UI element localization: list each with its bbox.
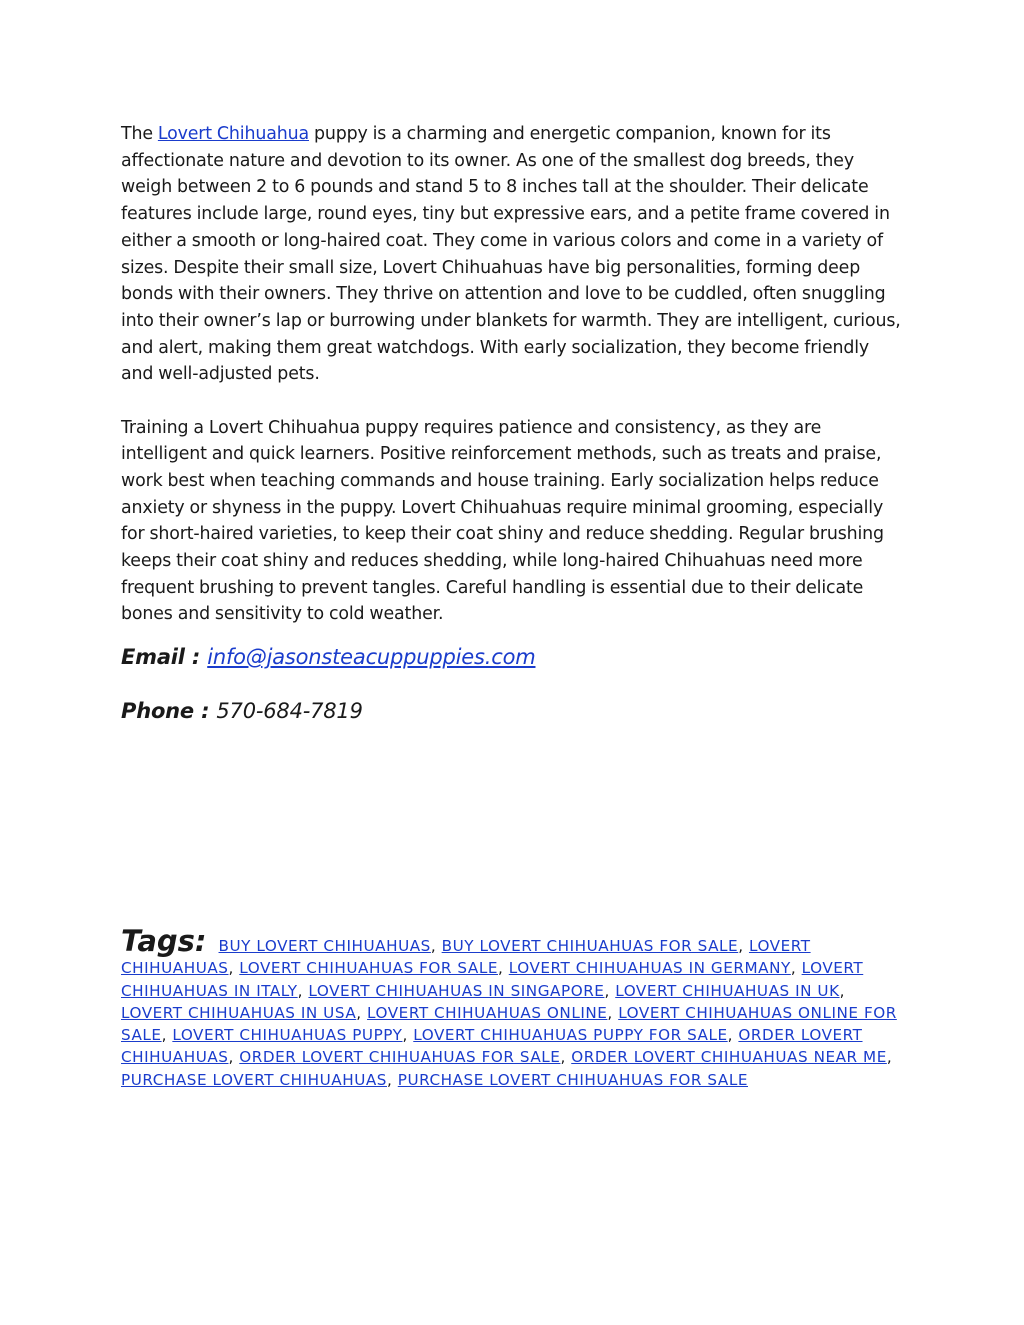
tag-link[interactable]: PURCHASE LOVERT CHIHUAHUAS FOR SALE — [397, 1070, 748, 1089]
tag-link[interactable]: LOVERT CHIHUAHUAS FOR SALE — [239, 959, 498, 978]
tag-link[interactable]: BUY LOVERT CHIHUAHUAS FOR SALE — [441, 937, 739, 955]
tag-separator: , — [297, 981, 309, 1000]
tag-separator: , — [727, 1026, 739, 1045]
tag-link[interactable]: PURCHASE LOVERT CHIHUAHUAS — [121, 1070, 387, 1089]
tag-separator: , — [430, 937, 442, 955]
tag-separator: , — [839, 981, 845, 1000]
intro-text: puppy is a charming and energetic companion, known for its affectionate nature and devotion to its owner. As one of the smallest dog breeds, they weigh between 2 to 6 pounds and stand 5 to 8 inches tall at the shoulder. Their delicate features include large, round eyes, tiny but expressive ears, and a petite frame covered in either a smooth or long-haired coat. They come in various colors and come in a variety of sizes. Despite their small size, Lovert Chihuahuas have big personalities, forming deep bonds with their owners. They thrive on attention and love to be cuddled, often snuggling into their owner’s lap or burrowing under blankets for warmth. They are intelligent, curious, and alert, making them great watchdogs. With early socialization, they become friendly and well-adjusted pets. — [121, 124, 901, 385]
tag-separator: , — [604, 981, 616, 1000]
tag-link[interactable]: ORDER LOVERT CHIHUAHUAS NEAR ME — [571, 1048, 887, 1067]
email-label: Email : — [121, 645, 208, 670]
tag-separator: , — [387, 1070, 398, 1089]
tag-separator: , — [560, 1048, 572, 1067]
tag-link[interactable]: LOVERT CHIHUAHUAS IN ITALY — [121, 959, 864, 1000]
email-link[interactable]: info@jasonsteacuppuppies.com — [207, 645, 536, 670]
tag-link[interactable]: LOVERT CHIHUAHUAS PUPPY FOR SALE — [413, 1026, 728, 1045]
tag-link[interactable]: LOVERT CHIHUAHUAS IN USA — [121, 1003, 357, 1022]
tag-link[interactable]: LOVERT CHIHUAHUAS IN UK — [615, 981, 840, 1000]
phone-label: Phone : — [121, 699, 217, 724]
breed-link[interactable]: Lovert Chihuahua — [157, 124, 309, 144]
tag-separator: , — [356, 1003, 368, 1022]
intro-prefix: The — [121, 124, 158, 144]
tag-link[interactable]: ORDER LOVERT CHIHUAHUAS FOR SALE — [239, 1048, 561, 1067]
tag-separator: , — [607, 1003, 619, 1022]
tag-separator: , — [738, 937, 749, 955]
tag-separator: , — [402, 1026, 414, 1045]
training-paragraph: Training a Lovert Chihuahua puppy requires patience and consistency, as they are intelligent and quick learners. Positive reinforcement methods, such as treats and praise, work best when teaching commands and house training. Early socialization helps reduce anxiety or shyness in the puppy. Lovert Chihuahuas require minimal grooming, especially for short-haired varieties, to keep their coat shiny and reduce shedding. Regular brushing keeps their coat shiny and reduces shedding, while long-haired Chihuahuas need more frequent brushing to prevent tangles. Careful handling is essential due to their delicate bones and sensitivity to cold weather. — [121, 417, 884, 625]
tag-link[interactable]: LOVERT CHIHUAHUAS IN GERMANY — [508, 959, 791, 978]
tag-separator: , — [886, 1048, 893, 1067]
intro-paragraph — [121, 121, 906, 388]
tag-link[interactable]: ORDER LOVERT CHIHUAHUAS — [121, 1026, 863, 1067]
email-row — [121, 645, 906, 669]
tag-link[interactable]: LOVERT CHIHUAHUAS ONLINE FOR SALE — [121, 1003, 897, 1045]
tag-list — [121, 937, 897, 1089]
tag-separator: , — [228, 959, 240, 978]
phone-row — [121, 699, 906, 723]
article-body — [121, 121, 906, 723]
tag-link[interactable]: LOVERT CHIHUAHUAS IN SINGAPORE — [308, 981, 605, 1000]
tag-separator: , — [790, 959, 802, 978]
tag-separator: , — [161, 1026, 173, 1045]
tag-link[interactable]: LOVERT CHIHUAHUAS — [121, 937, 811, 978]
tag-link[interactable]: LOVERT CHIHUAHUAS ONLINE — [367, 1003, 608, 1022]
tag-separator: , — [497, 959, 509, 978]
phone-number: 570-684-7819 — [216, 699, 363, 724]
tags-label: Tags: — [121, 924, 207, 958]
tag-link[interactable]: BUY LOVERT CHIHUAHUAS — [218, 937, 431, 955]
tags-section — [121, 924, 911, 1091]
tag-separator: , — [228, 1048, 240, 1067]
tag-link[interactable]: LOVERT CHIHUAHUAS PUPPY — [172, 1026, 403, 1045]
